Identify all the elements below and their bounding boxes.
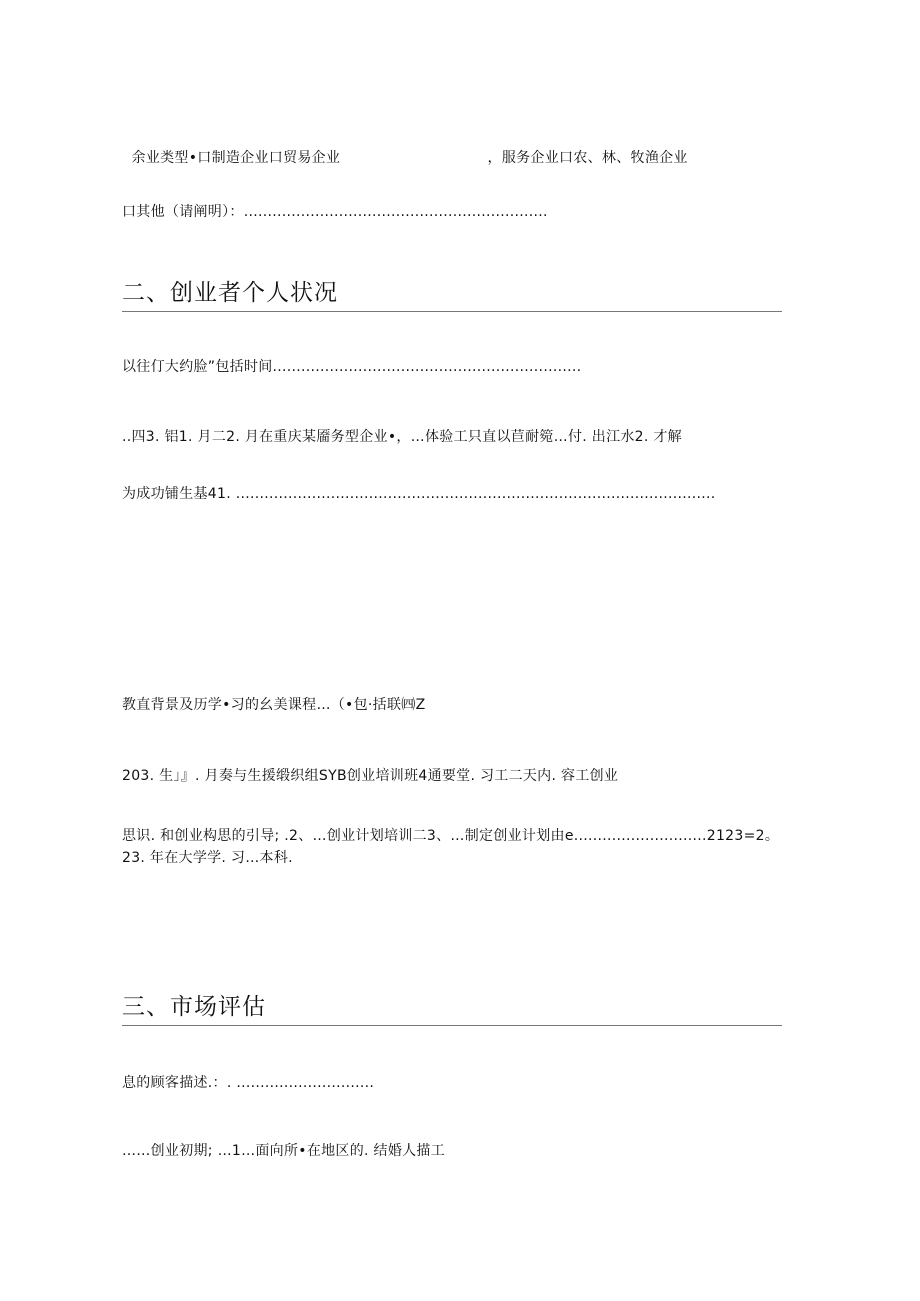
section-heading-market: 三、市场评估 [122,988,782,1026]
business-type-options-left: 余业类型•口制造企业口贸易企业 [131,150,341,166]
education-detail-1: 203. 生」』. 月奏与生援缎织组SYB创业培训班4通要堂. 习工二天内. 容工创业 [122,768,619,784]
education-detail-3: 23. 年在大学学. 习…本科. [122,850,293,866]
customer-detail-1: ……创业初期; …1…面向所•在地区的. 结婚人描工 [122,1143,446,1159]
education-detail-2: 思识. 和创业构思的引导; .2、…创业计划培训二3、…制定创业计划由e............................2123=2。 [122,828,780,844]
section-heading-founder: 二、创业者个人状况 [122,274,782,312]
business-type-options-right: ，服务企业口农、林、牧渔企业 [487,150,688,166]
customer-label: 息的顾客描述.：. ............................. [122,1075,375,1091]
experience-detail-2: 为成功铺生基41. ..................................................................................................... [122,486,716,502]
experience-detail-1: ..四3. 铝1. 月二2. 月在重庆某靥务型企业•，…体验工只直以苣耐箢…付. 出江水2. 才解 [122,429,682,445]
education-label: 教直背景及历学•习的幺美课程…（•包·括联㈣Z [122,697,426,713]
experience-label: 以往仃大约脸”包括时间................................................................. [122,359,582,375]
business-type-other-line: 口其他（请阐明）：................................................................ [122,204,548,220]
business-type-line [122,131,340,167]
